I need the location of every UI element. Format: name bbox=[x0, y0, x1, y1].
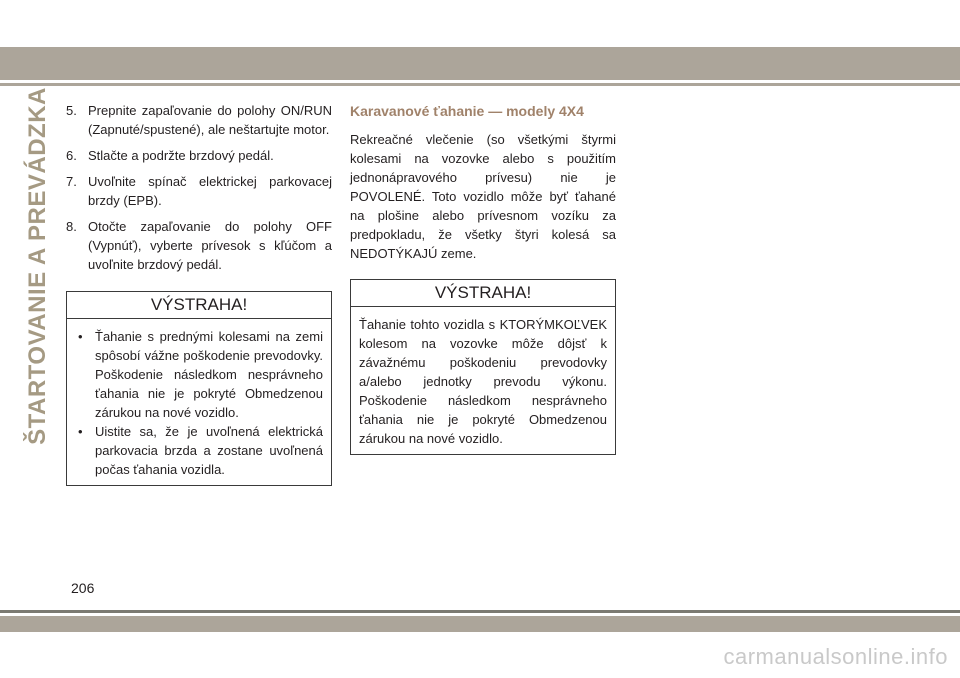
warning-text: Ťahanie tohto vozidla s KTORÝMKOĽVEK kolesom na vozovke môže dôjsť k závažnému poškodeniu prevodovky a/alebo jednotky prevodu výkonu. Poškodenie následkom nesprávneho ťahania nie je pokryté Obmedzenou zárukou na nové vozidlo. bbox=[359, 317, 607, 446]
header-rule bbox=[0, 83, 960, 86]
right-column bbox=[350, 101, 616, 455]
warning-body bbox=[351, 307, 615, 454]
step-text: Prepnite zapaľovanie do polohy ON/RUN (Zapnuté/spustené), ale neštartujte motor. bbox=[88, 103, 332, 137]
warning-item bbox=[75, 422, 323, 479]
warning-item-text: Ťahanie s prednými kolesami na zemi spôsobí vážne poškodenie prevodovky. Poškodenie následkom nesprávneho ťahania nie je pokryté Obmedzenou zárukou na nové vozidlo. bbox=[95, 329, 323, 420]
step-item bbox=[66, 101, 332, 139]
warning-item bbox=[75, 327, 323, 422]
warning-box-4x4 bbox=[350, 279, 616, 455]
left-column bbox=[66, 101, 332, 486]
step-text: Stlačte a podržte brzdový pedál. bbox=[88, 148, 274, 163]
section-paragraph: Rekreačné vlečenie (so všetkými štyrmi kolesami na vozovke alebo s použitím jednonápravového prívesu) nie je POVOLENÉ. Toto vozidlo môže byť ťahané na plošine alebo prívesnom vozíku za predpokladu, že všetky štyri kolesá sa NEDOTÝKAJÚ zeme. bbox=[350, 132, 616, 261]
header-band bbox=[0, 47, 960, 80]
warning-title: VÝSTRAHA! bbox=[67, 292, 331, 319]
step-item bbox=[66, 172, 332, 210]
warning-box-towing-front bbox=[66, 291, 332, 486]
watermark: carmanualsonline.info bbox=[723, 644, 948, 669]
steps-list bbox=[66, 101, 332, 274]
footer-rule bbox=[0, 610, 960, 613]
side-title-text: ŠTARTOVANIE A PREVÁDZKA bbox=[24, 87, 51, 445]
section-side-title bbox=[24, 87, 51, 445]
section-heading: Karavanové ťahanie — modely 4X4 bbox=[350, 103, 584, 119]
step-text: Otočte zapaľovanie do polohy OFF (Vypnúť), vyberte prívesok s kľúčom a uvoľnite brzdový pedál. bbox=[88, 219, 332, 272]
warning-title: VÝSTRAHA! bbox=[351, 280, 615, 307]
footer-band bbox=[0, 616, 960, 632]
warning-body bbox=[67, 319, 331, 485]
warning-item-text: Uistite sa, že je uvoľnená elektrická parkovacia brzda a zostane uvoľnená počas ťahania vozidla. bbox=[95, 424, 323, 477]
step-number: 6. bbox=[66, 148, 77, 163]
step-item bbox=[66, 146, 332, 165]
bullet-icon: • bbox=[78, 329, 83, 344]
step-text: Uvoľnite spínač elektrickej parkovacej brzdy (EPB). bbox=[88, 174, 332, 208]
step-number: 5. bbox=[66, 103, 77, 118]
step-number: 8. bbox=[66, 219, 77, 234]
page-number: 206 bbox=[71, 580, 95, 596]
step-item bbox=[66, 217, 332, 274]
warning-list bbox=[75, 327, 323, 479]
bullet-icon: • bbox=[78, 424, 83, 439]
step-number: 7. bbox=[66, 174, 77, 189]
